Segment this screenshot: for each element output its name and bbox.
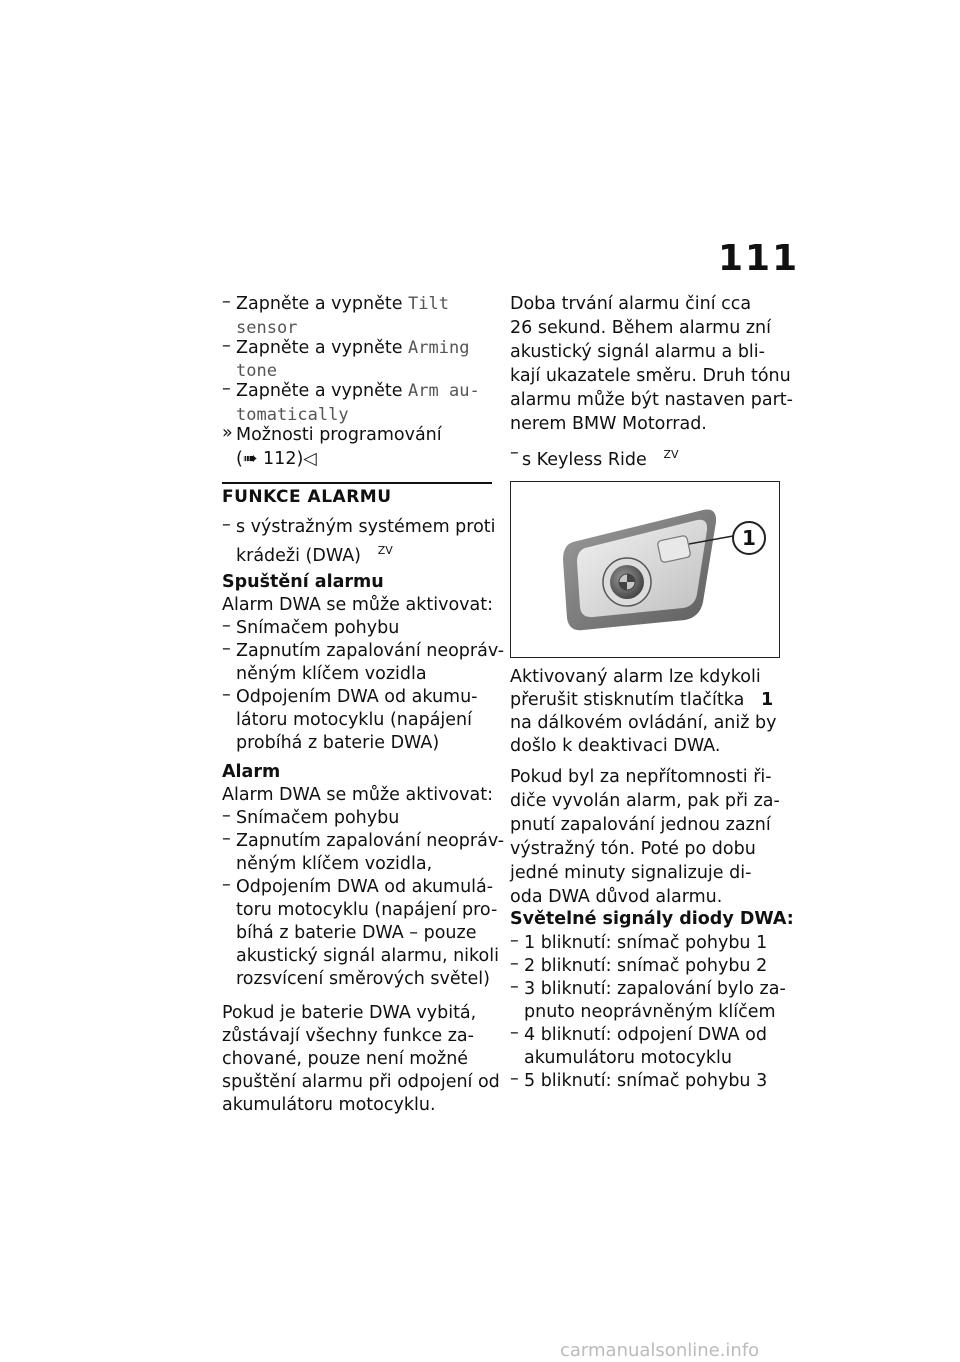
paragraph-line: výstražný tón. Poté po dobu xyxy=(510,839,756,859)
list-item: látoru motocyklu (napájení xyxy=(236,710,473,730)
paragraph-line: Aktivovaný alarm lze kdykoli xyxy=(510,667,761,687)
list-item: Snímačem pohybu xyxy=(236,618,400,638)
list-dash: – xyxy=(510,443,519,463)
list-item: Zapněte a vypněte Arming xyxy=(236,338,470,358)
paragraph-line: diče vyvolán alarm, pak při za- xyxy=(510,791,780,811)
list-item: 1 bliknutí: snímač pohybu 1 xyxy=(524,933,768,953)
list-item: pnuto neoprávněným klíčem xyxy=(524,1002,776,1022)
list-item: Odpojením DWA od akumu- xyxy=(236,687,478,707)
list-item: 4 bliknutí: odpojení DWA od xyxy=(524,1025,767,1045)
list-item: akustický signál alarmu, nikoli xyxy=(236,946,499,966)
paragraph-line: alarmu může být nastaven part- xyxy=(510,390,793,410)
subheading: Alarm xyxy=(222,762,281,782)
list-item: Zapnutím zapalování neopráv- xyxy=(236,641,505,661)
paragraph-line: nerem BMW Motorrad. xyxy=(510,414,707,434)
list-arrow: » xyxy=(222,423,233,443)
list-item: 2 bliknutí: snímač pohybu 2 xyxy=(524,956,768,976)
paragraph-line: akumulátoru motocyklu. xyxy=(222,1095,436,1115)
list-item: rozsvícení směrových světel) xyxy=(236,969,490,989)
paragraph-line: oda DWA důvod alarmu. xyxy=(510,887,723,907)
list-dash: – xyxy=(222,515,231,535)
paragraph: Alarm DWA se může aktivovat: xyxy=(222,595,493,615)
paragraph: Alarm DWA se může aktivovat: xyxy=(222,785,493,805)
list-item: Zapněte a vypněte Tilt xyxy=(236,294,449,314)
list-dash: – xyxy=(222,806,231,826)
list-item: něným klíčem vozidla, xyxy=(236,854,433,874)
subheading: Spuštění alarmu xyxy=(222,572,384,592)
list-dash: – xyxy=(510,1069,519,1089)
paragraph-line: 26 sekund. Během alarmu zní xyxy=(510,318,772,338)
section-heading: FUNKCE ALARMU xyxy=(222,487,392,507)
list-dash: – xyxy=(222,336,231,356)
list-item: 5 bliknutí: snímač pohybu 3 xyxy=(524,1071,768,1091)
list-dash: – xyxy=(222,379,231,399)
list-item: Zapnutím zapalování neopráv- xyxy=(236,831,505,851)
paragraph-line: došlo k deaktivaci DWA. xyxy=(510,736,721,756)
cross-reference: Možnosti programování xyxy=(236,425,442,445)
key-fob-figure xyxy=(510,481,780,658)
figure-callout: 1 xyxy=(742,526,756,550)
code-text: tomatically xyxy=(236,405,349,425)
equipment-note: s výstražným systémem proti xyxy=(236,517,496,537)
paragraph-line: zůstávají všechny funkce za- xyxy=(222,1026,474,1046)
section-rule xyxy=(222,482,492,484)
code-text: tone xyxy=(236,361,277,381)
list-dash: – xyxy=(510,977,519,997)
paragraph-line: akustický signál alarmu a bli- xyxy=(510,342,765,362)
list-dash: – xyxy=(222,829,231,849)
watermark: carmanualsonline.info xyxy=(560,1340,760,1361)
list-item: bíhá z baterie DWA – pouze xyxy=(236,923,477,943)
list-dash: – xyxy=(222,292,231,312)
callout-reference: 1 xyxy=(761,690,774,710)
page-number: 111 xyxy=(718,238,800,279)
list-dash: – xyxy=(222,616,231,636)
list-dash: – xyxy=(222,685,231,705)
list-item: toru motocyklu (napájení pro- xyxy=(236,900,498,920)
paragraph-line: přerušit stisknutím tlačítka 1 xyxy=(510,690,774,710)
list-item: Odpojením DWA od akumulá- xyxy=(236,877,494,897)
paragraph-line: spuštění alarmu při odpojení od xyxy=(222,1072,500,1092)
paragraph-line: na dálkovém ovládání, aniž by xyxy=(510,713,777,733)
list-dash: – xyxy=(222,639,231,659)
equipment-note: s Keyless Ride $^{ZV}$ xyxy=(522,448,679,470)
list-item: Snímačem pohybu xyxy=(236,808,400,828)
subheading: Světelné signály diody DWA: xyxy=(510,909,794,929)
option-tag: ZV xyxy=(377,544,393,557)
list-dash: – xyxy=(510,931,519,951)
paragraph-line: pnutí zapalování jednou zazní xyxy=(510,815,771,835)
paragraph-line: chované, pouze není možné xyxy=(222,1049,469,1069)
list-dash: – xyxy=(510,1023,519,1043)
paragraph-line: kají ukazatele směru. Druh tónu xyxy=(510,366,791,386)
key-fob-icon xyxy=(511,482,779,657)
code-text: sensor xyxy=(236,318,298,338)
paragraph-line: jedné minuty signalizuje di- xyxy=(510,863,752,883)
list-item: 3 bliknutí: zapalování bylo za- xyxy=(524,979,786,999)
option-tag: ZV xyxy=(663,448,679,461)
list-item: Zapněte a vypněte Arm au- xyxy=(236,381,480,401)
paragraph-line: Pokud je baterie DWA vybitá, xyxy=(222,1003,477,1023)
list-dash: – xyxy=(222,875,231,895)
paragraph-line: Pokud byl za nepřítomnosti ři- xyxy=(510,767,772,787)
list-item: probíhá z baterie DWA) xyxy=(236,733,440,753)
list-dash: – xyxy=(510,954,519,974)
paragraph-line: Doba trvání alarmu činí cca xyxy=(510,294,752,314)
equipment-note: krádeži (DWA) $^{ZV}$ xyxy=(236,544,393,566)
list-item: akumulátoru motocyklu xyxy=(524,1048,732,1068)
list-item: něným klíčem vozidla xyxy=(236,664,427,684)
page-link[interactable]: (➠ 112)◁ xyxy=(236,449,317,469)
